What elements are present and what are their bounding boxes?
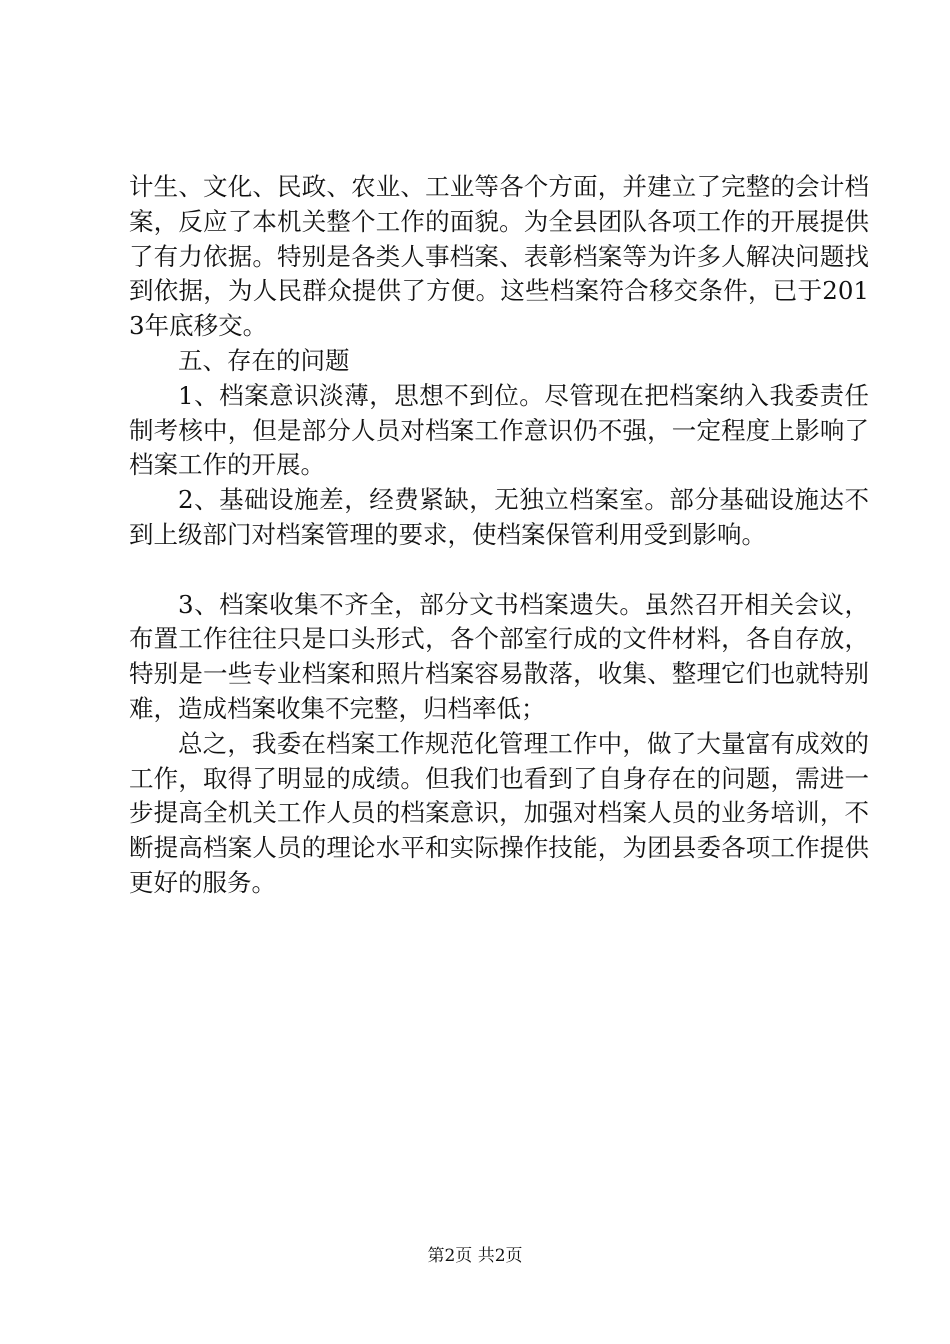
paragraph-problem-1: 1、档案意识淡薄，思想不到位。尽管现在把档案纳入我委责任制考核中，但是部分人员对档案工作意识仍不强，一定程度上影响了档案工作的开展。 <box>129 380 869 480</box>
paragraph-conclusion: 总之，我委在档案工作规范化管理工作中，做了大量富有成效的工作，取得了明显的成绩。但我们也看到了自身存在的问题，需进一步提高全机关工作人员的档案意识，加强对档案人员的业务培训，不断提高档案人员的理论水平和实际操作技能，为团县委各项工作提供更好的服务。 <box>129 728 869 897</box>
paragraph-continuation: 计生、文化、民政、农业、工业等各个方面，并建立了完整的会计档案，反应了本机关整个工作的面貌。为全县团队各项工作的开展提供了有力依据。特别是各类人事档案、表彰档案等为许多人解决问题找到依据，为人民群众提供了方便。这些档案符合移交条件，已于2013年底移交。 <box>129 172 869 341</box>
page-number-footer: 第2页 共2页 <box>427 1246 523 1266</box>
section-heading-problems: 五、存在的问题 <box>178 345 350 375</box>
paragraph-problem-2: 2、基础设施差，经费紧缺，无独立档案室。部分基础设施达不到上级部门对档案管理的要求，使档案保管利用受到影响。 <box>129 485 869 549</box>
document-body <box>129 170 869 901</box>
paragraph-problem-3: 3、档案收集不齐全，部分文书档案遗失。虽然召开相关会议，布置工作往往只是口头形式，各个部室行成的文件材料，各自存放，特别是一些专业档案和照片档案容易散落，收集、整理它们也就特别难，造成档案收集不完整，归档率低； <box>129 589 869 723</box>
